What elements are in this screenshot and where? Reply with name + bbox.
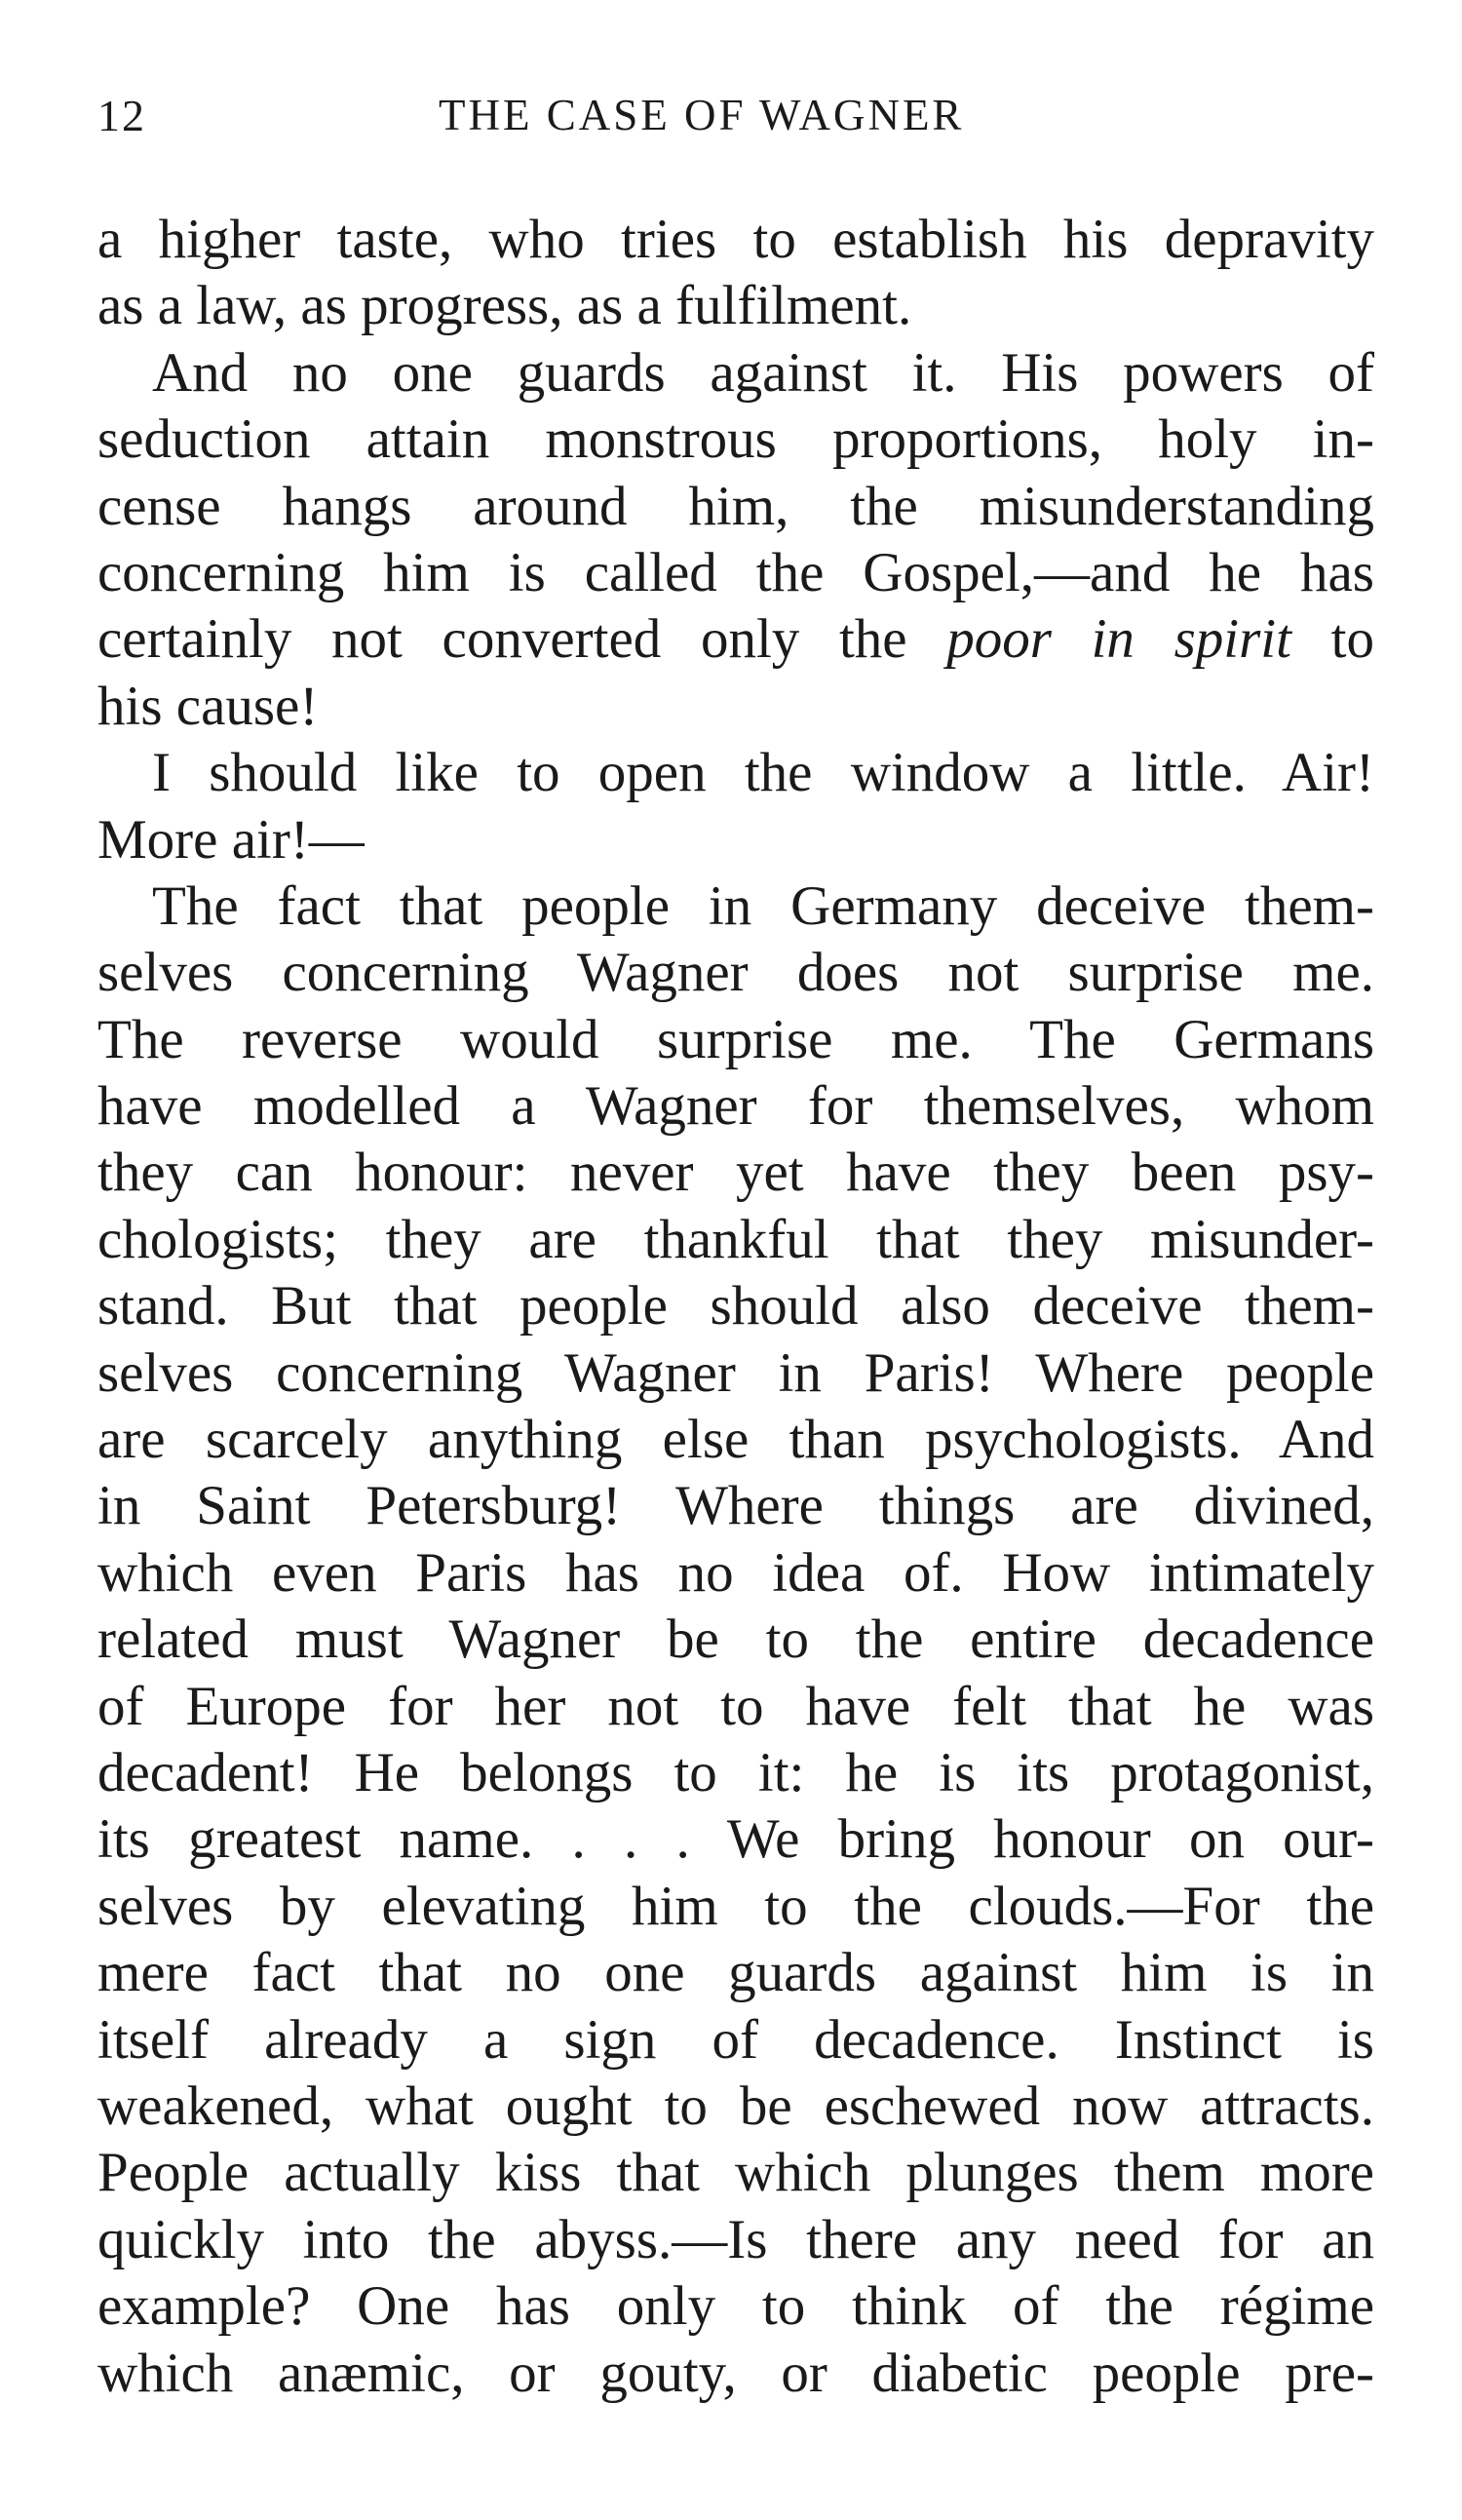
text-line: chologists; they are thankful that they misunder-: [97, 1208, 1374, 1270]
text-line: example? One has only to think of the régime: [97, 2275, 1374, 2338]
text-line-segment: to: [1290, 608, 1374, 671]
text-line: And no one guards against it. His powers of: [152, 341, 1374, 404]
italic-phrase: poor in spirit: [946, 608, 1291, 671]
text-line: People actually kiss that which plunges them more: [97, 2142, 1374, 2204]
text-line: More air!—: [97, 808, 365, 871]
text-line: mere fact that no one guards against him is in: [97, 1942, 1374, 2004]
text-line: [97, 606, 1374, 673]
text-line: selves by elevating him to the clouds.—For the: [97, 1875, 1374, 1937]
text-line: seduction attain monstrous proportions, holy in-: [97, 408, 1374, 471]
text-line: in Saint Petersburg! Where things are divined,: [97, 1475, 1374, 1537]
body-text: [97, 207, 1374, 2407]
text-line: The reverse would surprise me. The Germans: [97, 1008, 1374, 1070]
text-line: cense hangs around him, the misunderstanding: [97, 475, 1374, 537]
text-line: which anæmic, or gouty, or diabetic people pre-: [97, 2342, 1374, 2404]
text-line: as a law, as progress, as a fulfilment.: [97, 275, 912, 337]
text-line: selves concerning Wagner in Paris! Where people: [97, 1341, 1374, 1404]
text-line: his cause!: [97, 675, 319, 737]
text-line: have modelled a Wagner for themselves, whom: [97, 1075, 1374, 1138]
text-line: The fact that people in Germany deceive them-: [152, 874, 1374, 937]
running-head: [97, 90, 1374, 158]
text-line: selves concerning Wagner does not surprise me.: [97, 942, 1374, 1004]
text-line: itself already a sign of decadence. Instinct is: [97, 2008, 1374, 2071]
text-line: they can honour: never yet have they been psy-: [97, 1142, 1374, 1204]
text-line: are scarcely anything else than psychologists. And: [97, 1409, 1374, 1471]
text-line: weakened, what ought to be eschewed now attracts.: [97, 2074, 1374, 2137]
text-line: of Europe for her not to have felt that he was: [97, 1675, 1374, 1737]
text-line: related must Wagner be to the entire decadence: [97, 1609, 1374, 1671]
text-line: I should like to open the window a little. Air!: [152, 742, 1374, 804]
running-title: THE CASE OF WAGNER: [439, 91, 965, 139]
text-line: which even Paris has no idea of. How intimately: [97, 1541, 1374, 1604]
text-line-segment: certainly not converted only the: [97, 608, 947, 671]
page-number: 12: [97, 91, 146, 140]
text-line: a higher taste, who tries to establish his depravity: [97, 209, 1374, 270]
text-line: stand. But that people should also deceive them-: [97, 1275, 1374, 1338]
text-line: decadent! He belongs to it: he is its protagonist,: [97, 1741, 1374, 1803]
text-line: concerning him is called the Gospel,—and he has: [97, 541, 1374, 603]
text-line: its greatest name. . . . We bring honour on our-: [97, 1808, 1374, 1871]
text-line: quickly into the abyss.—Is there any need for an: [97, 2208, 1374, 2270]
